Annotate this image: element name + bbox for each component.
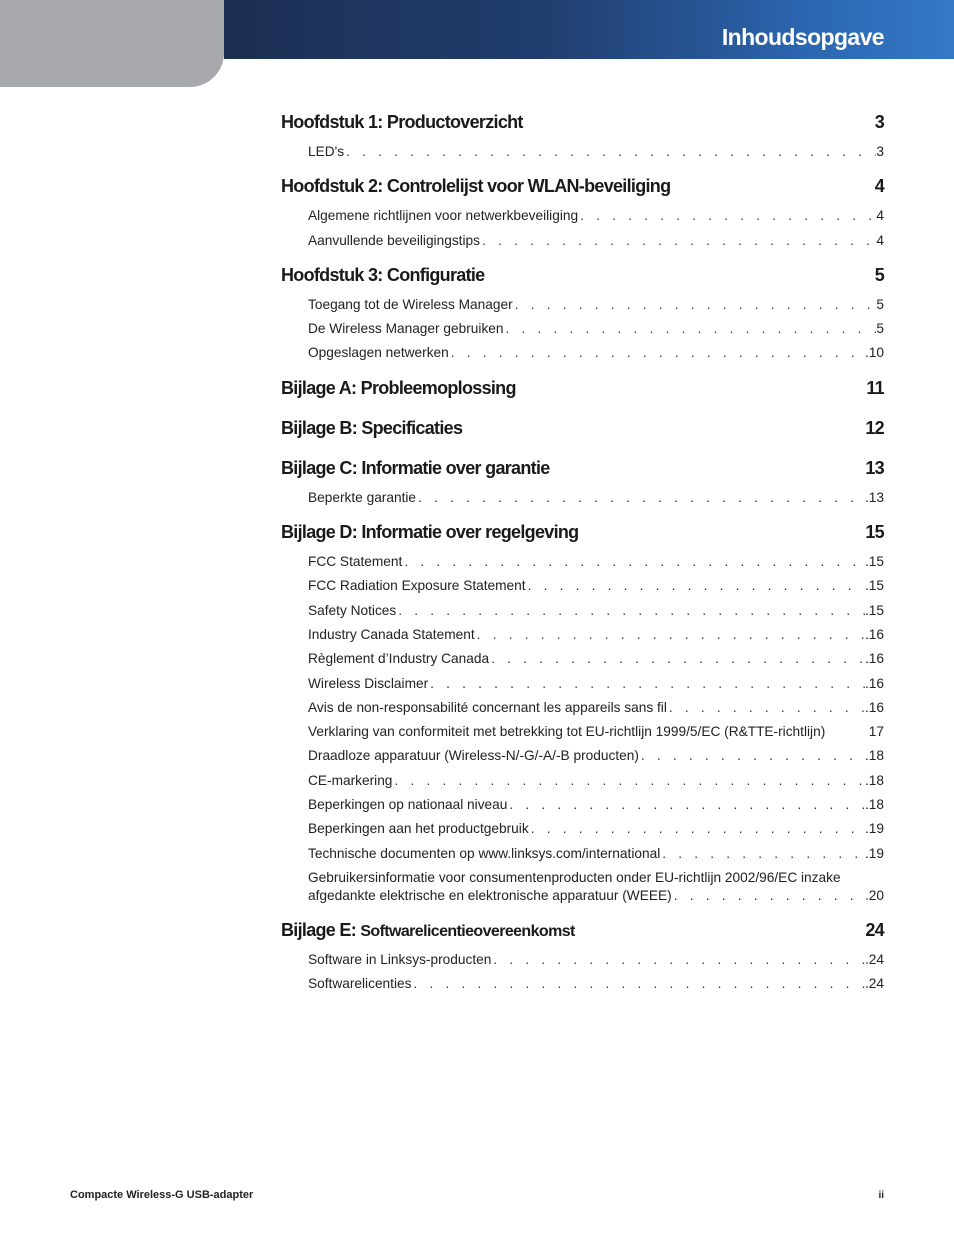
toc-entry-title: Safety Notices xyxy=(308,602,397,618)
toc-chapter-page: 24 xyxy=(865,919,884,940)
toc-entry-page: 4 xyxy=(876,208,884,224)
corner-tab xyxy=(0,0,224,87)
footer-product-name: Compacte Wireless-G USB-adapter xyxy=(70,1189,254,1201)
toc-entry[interactable] xyxy=(308,229,884,253)
toc-entry-title: De Wireless Manager gebruiken xyxy=(308,321,504,337)
toc-entry-line2 xyxy=(308,887,884,905)
toc-entries xyxy=(281,946,884,1003)
toc-entry[interactable] xyxy=(308,817,884,841)
toc-entry[interactable] xyxy=(308,204,884,228)
dot-leader xyxy=(402,550,865,574)
toc-entry-title: Gebruikersinformatie voor consumentenproducten onder EU-richtlijn 2002/96/EC inzake xyxy=(308,869,841,885)
toc-entry-page: 4 xyxy=(876,232,884,248)
toc-chapter[interactable] xyxy=(281,516,884,548)
toc-entry[interactable] xyxy=(308,599,884,623)
toc-chapter-page: 11 xyxy=(866,377,884,398)
toc-chapter-title xyxy=(281,170,670,202)
toc-entry-page: .18 xyxy=(864,797,884,813)
toc-entry-page: .20 xyxy=(864,887,884,903)
dot-leader xyxy=(396,599,865,623)
toc-entry[interactable] xyxy=(308,293,884,317)
toc-entry-page: .10 xyxy=(864,345,884,361)
toc-chapter[interactable] xyxy=(281,106,884,138)
toc-entry-title: Toegang tot de Wireless Manager xyxy=(308,296,513,312)
toc-entry-page: .16 xyxy=(864,699,884,715)
toc-entry-page: .24 xyxy=(864,951,884,967)
toc-chapter-page: 5 xyxy=(874,264,884,285)
toc-entry[interactable] xyxy=(308,948,884,972)
toc-entry-title: Opgeslagen netwerken xyxy=(308,345,449,361)
toc-entry-title: Beperkingen op nationaal niveau xyxy=(308,797,508,813)
toc-entry[interactable] xyxy=(308,486,884,510)
dot-leader xyxy=(392,769,865,793)
toc-entry-page: .24 xyxy=(864,976,884,992)
toc-entry-title: Softwarelicenties xyxy=(308,976,412,992)
toc-entry-title: Software in Linksys-producten xyxy=(308,951,492,967)
toc-chapter-title-suffix: Softwarelicentieovereenkomst xyxy=(360,922,575,940)
toc-entry[interactable] xyxy=(308,842,884,866)
toc-chapter-title xyxy=(281,259,485,291)
toc-entries xyxy=(281,548,884,914)
toc-entry-title: FCC Statement xyxy=(308,554,403,570)
toc-entry[interactable] xyxy=(308,672,884,696)
toc-entry[interactable] xyxy=(308,317,884,341)
toc-chapter-title-text: Bijlage C: Informatie over garantie xyxy=(281,457,550,478)
toc-entry[interactable] xyxy=(308,696,884,720)
dot-leader xyxy=(526,574,865,598)
toc-chapter-title xyxy=(281,372,516,404)
toc-chapter-page: 4 xyxy=(874,176,884,197)
toc-chapter-title xyxy=(281,412,462,444)
toc-chapter-title-text: Bijlage E: xyxy=(281,919,361,940)
toc-chapter[interactable] xyxy=(281,372,884,404)
toc-chapter-title xyxy=(281,516,578,548)
toc-entry-title: Draadloze apparatuur (Wireless-N/-G/-A/-B producten) xyxy=(308,748,639,764)
toc-entries xyxy=(281,138,884,170)
toc-entry-page: .16 xyxy=(864,651,884,667)
toc-entry-title-cont: afgedankte elektrische en elektronische apparatuur (WEEE) xyxy=(308,887,672,903)
dot-leader xyxy=(667,696,865,720)
toc-chapter-title xyxy=(281,106,523,138)
toc-entry-page: .13 xyxy=(864,489,884,505)
toc-entry-title: Beperkingen aan het productgebruik xyxy=(308,821,529,837)
toc-chapter-page: 13 xyxy=(865,457,884,478)
toc-entry-page: 5 xyxy=(876,296,884,312)
dot-leader xyxy=(507,793,865,817)
dot-leader xyxy=(578,204,876,228)
toc-entry[interactable] xyxy=(308,550,884,574)
toc-entry[interactable] xyxy=(308,972,884,996)
toc-entries xyxy=(281,291,884,372)
toc-chapter[interactable] xyxy=(281,412,884,444)
dot-leader xyxy=(529,817,865,841)
toc-chapter-title-text: Bijlage A: Probleemoplossing xyxy=(281,377,516,398)
toc-gap xyxy=(281,444,884,452)
toc-entry-page: .15 xyxy=(864,578,884,594)
toc-gap xyxy=(281,404,884,412)
dot-leader xyxy=(416,486,865,510)
toc-entry[interactable] xyxy=(308,793,884,817)
dot-leader xyxy=(672,887,865,905)
toc-entry-page: .16 xyxy=(864,675,884,691)
toc-chapter-title xyxy=(281,452,550,484)
dot-leader xyxy=(480,229,876,253)
toc-entry-title: LED's xyxy=(308,144,345,159)
toc-chapter-title-text: Hoofdstuk 1: Productoverzicht xyxy=(281,112,523,132)
toc-entries xyxy=(281,484,884,516)
dot-leader xyxy=(660,842,865,866)
toc-entry-title: Algemene richtlijnen voor netwerkbeveiliging xyxy=(308,208,579,224)
toc-entry-page: 5 xyxy=(876,321,884,337)
footer-page-number: ii xyxy=(878,1190,884,1201)
toc-entry-page: .18 xyxy=(864,772,884,788)
dot-leader xyxy=(513,293,877,317)
toc-entry[interactable] xyxy=(308,744,884,768)
toc-entries xyxy=(281,202,884,259)
toc-chapter[interactable] xyxy=(281,452,884,484)
toc-chapter-title-text: Bijlage B: Specificaties xyxy=(281,417,463,438)
toc-entry-page: .18 xyxy=(864,748,884,764)
toc-entry-page: 3 xyxy=(876,144,884,159)
toc-entry[interactable] xyxy=(308,769,884,793)
toc-chapter[interactable] xyxy=(281,170,884,202)
toc-entry-title: Beperkte garantie xyxy=(308,489,417,505)
dot-leader xyxy=(639,744,865,768)
toc-chapter-page: 15 xyxy=(865,522,884,543)
toc-entry-title: FCC Radiation Exposure Statement xyxy=(308,578,526,594)
dot-leader xyxy=(489,647,865,671)
toc-entry-title: Technische documenten op www.linksys.com/international xyxy=(308,845,661,861)
toc-entry-page: .15 xyxy=(864,554,884,570)
toc-entry-page: .16 xyxy=(864,626,884,642)
dot-leader xyxy=(411,972,865,996)
dot-leader xyxy=(449,341,865,365)
toc-entry-page: .19 xyxy=(864,821,884,837)
toc-entry[interactable] xyxy=(308,866,884,908)
toc-entry-title: Verklaring van conformiteit met betrekking tot EU-richtlijn 1999/5/EC (R&TTE-richtlijn) xyxy=(308,724,826,740)
toc-chapter-title-text: Hoofdstuk 3: Configuratie xyxy=(281,264,485,285)
dot-leader xyxy=(344,140,876,164)
toc-entry-title: Industry Canada Statement xyxy=(308,626,475,642)
toc-chapter-title-text: Hoofdstuk 2: Controlelijst voor WLAN-beveiliging xyxy=(281,176,671,197)
dot-leader xyxy=(475,623,865,647)
toc-chapter[interactable] xyxy=(281,259,884,291)
toc-chapter-page: 12 xyxy=(865,417,884,438)
toc-entry-title: Règlement d’Industry Canada xyxy=(308,651,490,667)
toc-entry-title: Aanvullende beveiligingstips xyxy=(308,232,480,248)
toc-entry-title: Wireless Disclaimer xyxy=(308,675,429,691)
toc-entry-title: CE-markering xyxy=(308,772,393,788)
toc-entry[interactable] xyxy=(308,720,884,744)
toc-chapter-title xyxy=(281,914,575,948)
toc-entry-page: .19 xyxy=(864,845,884,861)
toc-chapter[interactable] xyxy=(281,914,884,946)
toc-chapter-title-text: Bijlage D: Informatie over regelgeving xyxy=(281,522,579,543)
page-title: Inhoudsopgave xyxy=(721,24,884,50)
table-of-contents xyxy=(281,106,884,1003)
toc-entry[interactable] xyxy=(308,341,884,365)
toc-entry-title: Avis de non-responsabilité concernant les appareils sans fil xyxy=(308,699,667,715)
dot-leader xyxy=(491,948,865,972)
toc-entry[interactable] xyxy=(308,140,884,164)
toc-entry-page: 17 xyxy=(868,724,884,740)
dot-leader xyxy=(504,317,877,341)
toc-entry[interactable] xyxy=(308,623,884,647)
dot-leader xyxy=(428,672,865,696)
toc-chapter-page: 3 xyxy=(874,112,884,132)
toc-entry-page: .15 xyxy=(864,602,884,618)
toc-entry[interactable] xyxy=(308,647,884,671)
toc-entry[interactable] xyxy=(308,574,884,598)
